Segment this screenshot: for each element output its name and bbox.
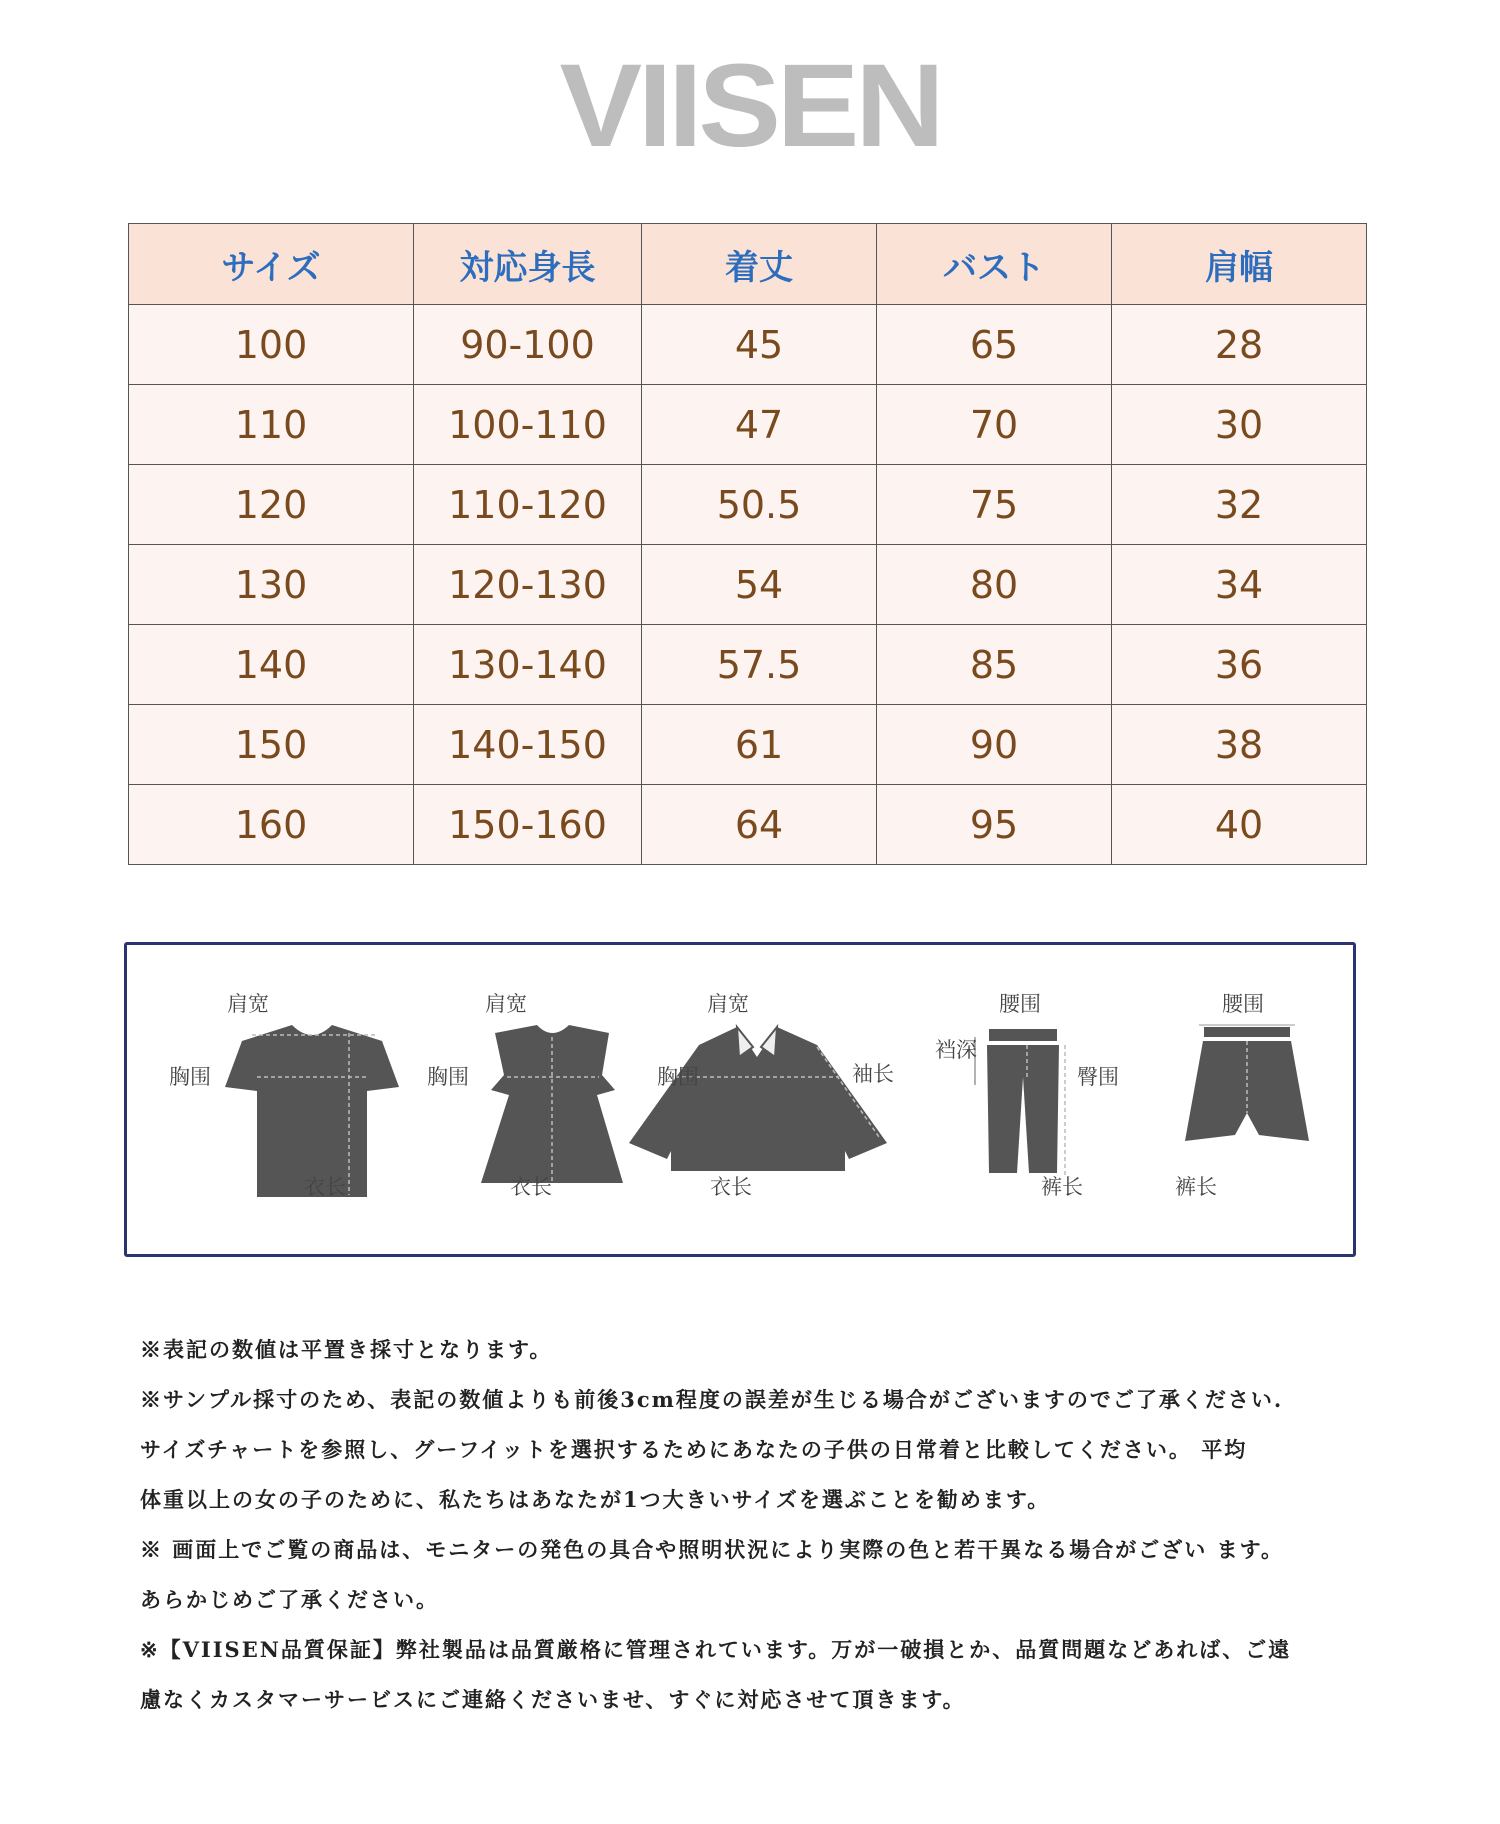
cell-height: 150-160 (414, 785, 642, 865)
note-line: 体重以上の女の子のために、私たちはあなたが1つ大きいサイズを選ぶことを勧めます。 (140, 1487, 1051, 1512)
note-line: ※サンプル採寸のため、表記の数値よりも前後3cm程度の誤差が生じる場合がございますのでご了承ください. (140, 1387, 1284, 1412)
brand-logo: VIISEN (559, 40, 941, 172)
cell-bust: 85 (877, 625, 1112, 705)
cell-bust: 65 (877, 305, 1112, 385)
cell-length: 45 (642, 305, 877, 385)
note-line: サイズチャートを参照し、グーフイットを選択するためにあなたの子供の日常着と比較してください。 平均 (140, 1437, 1248, 1462)
header-shoulder: 肩幅 (1112, 224, 1367, 305)
cell-length: 47 (642, 385, 877, 465)
cell-size: 140 (129, 625, 414, 705)
shorts-length-label: 裤长 (1175, 1175, 1217, 1199)
cell-length: 64 (642, 785, 877, 865)
tshirt-length-label: 衣长 (304, 1175, 346, 1199)
table-row (129, 545, 1367, 625)
cell-length: 61 (642, 705, 877, 785)
cell-size: 160 (129, 785, 414, 865)
header-bust: バスト (877, 224, 1112, 305)
cell-shoulder: 34 (1112, 545, 1367, 625)
shorts-waist-label: 腰围 (1222, 992, 1264, 1016)
cell-height: 130-140 (414, 625, 642, 705)
cell-size: 130 (129, 545, 414, 625)
cell-height: 120-130 (414, 545, 642, 625)
cell-length: 54 (642, 545, 877, 625)
table-row (129, 705, 1367, 785)
table-row (129, 465, 1367, 545)
pants-icon (975, 1029, 1065, 1175)
garment-diagrams (127, 945, 1353, 1254)
note-line: ※表記の数値は平置き採寸となります。 (140, 1337, 553, 1362)
cell-size: 110 (129, 385, 414, 465)
cell-shoulder: 30 (1112, 385, 1367, 465)
tshirt-chest-label: 胸围 (169, 1065, 211, 1089)
table-header-row (129, 224, 1367, 305)
cell-shoulder: 36 (1112, 625, 1367, 705)
header-size: サイズ (129, 224, 414, 305)
table-row (129, 625, 1367, 705)
tshirt-shoulder-label: 肩宽 (227, 992, 269, 1016)
header-height: 対応身長 (414, 224, 642, 305)
cell-bust: 80 (877, 545, 1112, 625)
cell-shoulder: 32 (1112, 465, 1367, 545)
cell-height: 140-150 (414, 705, 642, 785)
dress-icon (481, 1025, 623, 1183)
table-row (129, 785, 1367, 865)
dress-shoulder-label: 肩宽 (485, 992, 527, 1016)
jacket-sleeve-label: 袖长 (852, 1062, 894, 1086)
note-line: ※ 画面上でご覧の商品は、モニターの発色の具合や照明状況により実際の色と若干異なる場合がござい ます。 (140, 1537, 1284, 1562)
shorts-icon (1185, 1025, 1309, 1141)
cell-height: 100-110 (414, 385, 642, 465)
dress-length-label: 衣长 (510, 1175, 552, 1199)
dress-chest-label: 胸围 (427, 1065, 469, 1089)
cell-length: 50.5 (642, 465, 877, 545)
note-line: あらかじめご了承ください。 (140, 1587, 439, 1612)
cell-shoulder: 28 (1112, 305, 1367, 385)
cell-size: 150 (129, 705, 414, 785)
size-chart-table (128, 223, 1367, 865)
jacket-length-label: 衣长 (710, 1175, 752, 1199)
notes-section (140, 1325, 1370, 1725)
cell-height: 90-100 (414, 305, 642, 385)
cell-bust: 90 (877, 705, 1112, 785)
pants-hip-label: 臀围 (1077, 1065, 1119, 1089)
pants-waist-label: 腰围 (999, 992, 1041, 1016)
cell-bust: 75 (877, 465, 1112, 545)
cell-size: 120 (129, 465, 414, 545)
cell-height: 110-120 (414, 465, 642, 545)
jacket-icon (629, 1027, 887, 1171)
measurement-diagram (124, 942, 1356, 1257)
cell-size: 100 (129, 305, 414, 385)
cell-bust: 95 (877, 785, 1112, 865)
jacket-chest-label: 胸围 (657, 1065, 699, 1089)
cell-length: 57.5 (642, 625, 877, 705)
table-row (129, 385, 1367, 465)
header-length: 着丈 (642, 224, 877, 305)
note-line: ※【VIISEN品質保証】弊社製品は品質厳格に管理されています。万が一破損とか、品質問題などあれば、ご遠 (140, 1637, 1292, 1662)
jacket-shoulder-label: 肩宽 (707, 992, 749, 1016)
cell-bust: 70 (877, 385, 1112, 465)
table-row (129, 305, 1367, 385)
pants-length-label: 裤长 (1041, 1175, 1083, 1199)
note-line: 慮なくカスタマーサービスにご連絡くださいませ、すぐに対応させて頂きます。 (140, 1687, 966, 1712)
tshirt-icon (225, 1025, 399, 1197)
cell-shoulder: 40 (1112, 785, 1367, 865)
pants-rise-label: 裆深 (935, 1038, 977, 1062)
cell-shoulder: 38 (1112, 705, 1367, 785)
